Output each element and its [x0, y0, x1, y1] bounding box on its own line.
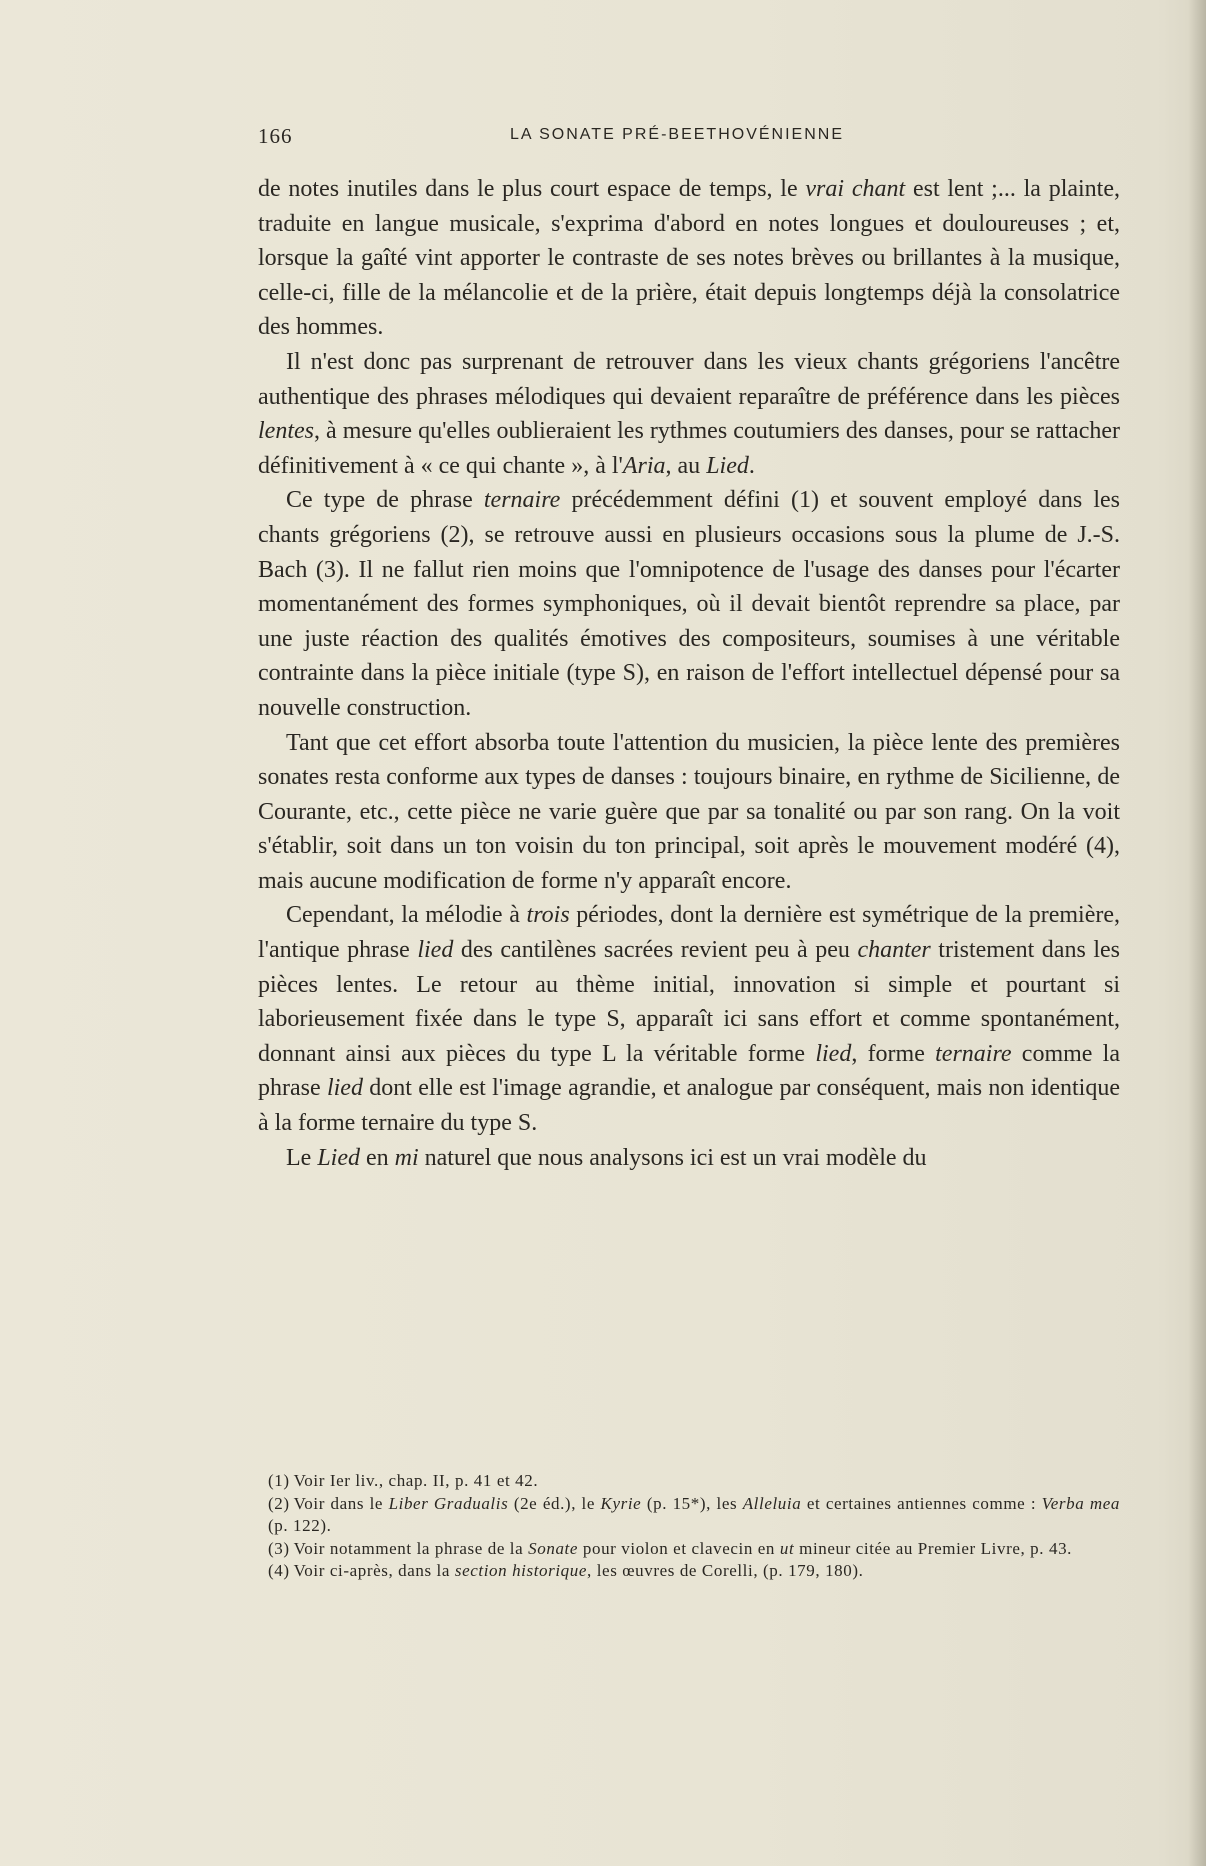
text-run: Le: [286, 1144, 318, 1171]
page-spine-shadow: [1188, 0, 1206, 1866]
italic-text: Alleluia: [742, 1493, 802, 1513]
text-run: tristement dans les pièces lentes. Le retour au thème initial, innovation si simple et pourtant si laborieusement fixée dans le type S, apparaît ici sans effort et comme spontanément, donnant ainsi aux pièces du type L la véritable forme: [258, 937, 1120, 1067]
text-run: Ce type de phrase: [286, 487, 484, 514]
text-run: (2e éd.), le: [508, 1493, 601, 1513]
paragraph: [258, 726, 1120, 899]
text-run: en: [359, 1144, 395, 1171]
text-run: mineur citée au Premier Livre, p. 43.: [794, 1538, 1073, 1558]
paragraph: [258, 345, 1120, 483]
italic-text: lentes: [258, 418, 314, 445]
text-run: , au: [665, 452, 707, 479]
footnote-ref: (2): [268, 1493, 290, 1513]
text-run: des cantilènes sacrées revient peu à peu: [453, 937, 858, 964]
paragraph: [258, 898, 1120, 1140]
text-run: Tant que cet effort absorba toute l'attention du musicien, la pièce lente des premières sonates resta conforme aux types de danses : toujours binaire, en rythme de Sicilienne, de Courante, etc., cette pièce ne varie guère que par sa tonalité ou par son rang. On la voit s'établir, soit dans un ton voisin du ton principal, soit après le mouvement modéré (4), mais aucune modification de forme n'y apparaît encore.: [258, 729, 1120, 894]
footnote: [268, 1560, 1120, 1583]
italic-text: lied: [815, 1040, 852, 1067]
italic-text: Aria: [622, 452, 666, 479]
footnote-ref: (3): [268, 1538, 290, 1558]
footnote: [268, 1470, 1120, 1493]
italic-text: Verba mea: [1041, 1493, 1120, 1513]
footnotes: [268, 1470, 1120, 1583]
italic-text: Sonate: [528, 1538, 579, 1558]
paragraph: [258, 483, 1120, 725]
text-run: Il n'est donc pas surprenant de retrouver dans les vieux chants grégoriens l'ancêtre authentique des phrases mélodiques qui devaient reparaître de préférence dans les pièces: [258, 348, 1120, 410]
body-text: [258, 172, 1120, 1175]
paragraph: [258, 1141, 1120, 1176]
italic-text: Lied: [317, 1144, 360, 1171]
italic-text: ut: [779, 1538, 795, 1558]
italic-text: chanter: [857, 937, 931, 964]
footnote-ref: (4): [268, 1561, 290, 1581]
text-run: pour violon et clavecin en: [578, 1538, 780, 1558]
italic-text: Lied: [706, 452, 749, 479]
text-run: et certaines antiennes comme :: [801, 1493, 1042, 1513]
text-run: .: [748, 452, 755, 479]
running-header: [258, 124, 1120, 154]
italic-text: ternaire: [483, 487, 561, 514]
text-run: précédemment défini (1) et souvent employé dans les chants grégoriens (2), se retrouve aussi en plusieurs occasions sous la plume de J.-S. Bach (3). Il ne fallut rien moins que l'omnipotence de l'usage des danses pour l'écarter momentanément des formes symphoniques, où il devait bientôt reprendre sa place, par une juste réaction des qualités émotives des compositeurs, soumises à une véritable contrainte dans la pièce initiale (type S), en raison de l'effort intellectuel dépensé pour sa nouvelle construction.: [258, 487, 1120, 721]
italic-text: Liber Gradualis: [388, 1493, 509, 1513]
text-run: naturel que nous analysons ici est un vrai modèle du: [418, 1144, 927, 1171]
italic-text: lied: [326, 1075, 363, 1102]
footnote-ref: (1): [268, 1471, 290, 1490]
text-run: (p. 15*), les: [641, 1493, 743, 1513]
text-run: (p. 122).: [268, 1516, 332, 1536]
running-title: LA SONATE PRÉ-BEETHOVÉNIENNE: [510, 126, 844, 143]
footnote: [268, 1493, 1120, 1538]
text-run: comme la phrase: [258, 1040, 1121, 1102]
text-run: dont elle est l'image agrandie, et analogue par conséquent, mais non identique à la forme ternaire du type S.: [258, 1075, 1120, 1137]
text-run: , forme: [851, 1040, 936, 1067]
italic-text: lied: [417, 937, 454, 964]
italic-text: vrai chant: [805, 176, 906, 202]
text-run: Voir Ier liv., chap. II, p. 41 et 42.: [293, 1471, 539, 1490]
text-run: Cependant, la mélodie à: [286, 902, 527, 929]
text-run: Voir notamment la phrase de la: [293, 1538, 529, 1558]
text-run: , à mesure qu'elles oublieraient les rythmes coutumiers des danses, pour se rattacher définitivement à « ce qui chante », à l': [258, 418, 1120, 479]
text-run: périodes, dont la dernière est symétrique de la première, l'antique phrase: [258, 902, 1120, 964]
text-run: de notes inutiles dans le plus court espace de temps, le: [258, 176, 806, 202]
footnote: [268, 1538, 1120, 1561]
text-run: , les œuvres de Corelli, (p. 179, 180).: [587, 1561, 864, 1581]
text-run: Voir ci-après, dans la: [293, 1561, 455, 1581]
paragraph: [258, 172, 1120, 345]
italic-text: mi: [394, 1144, 419, 1171]
italic-text: Kyrie: [600, 1493, 642, 1513]
italic-text: ternaire: [935, 1040, 1012, 1067]
text-run: est lent ;... la plainte, traduite en langue musicale, s'exprima d'abord en notes longues et douloureuses ; et, lorsque la gaîté vint apporter le contraste de ses notes brèves ou brillantes à la musique, celle-ci, fille de la mélancolie et de la prière, était depuis longtemps déjà la consolatrice des hommes.: [258, 176, 1121, 341]
italic-text: section historique: [454, 1561, 588, 1581]
text-run: Voir dans le: [293, 1493, 389, 1513]
page-number: 166: [258, 124, 293, 148]
italic-text: trois: [526, 902, 570, 929]
